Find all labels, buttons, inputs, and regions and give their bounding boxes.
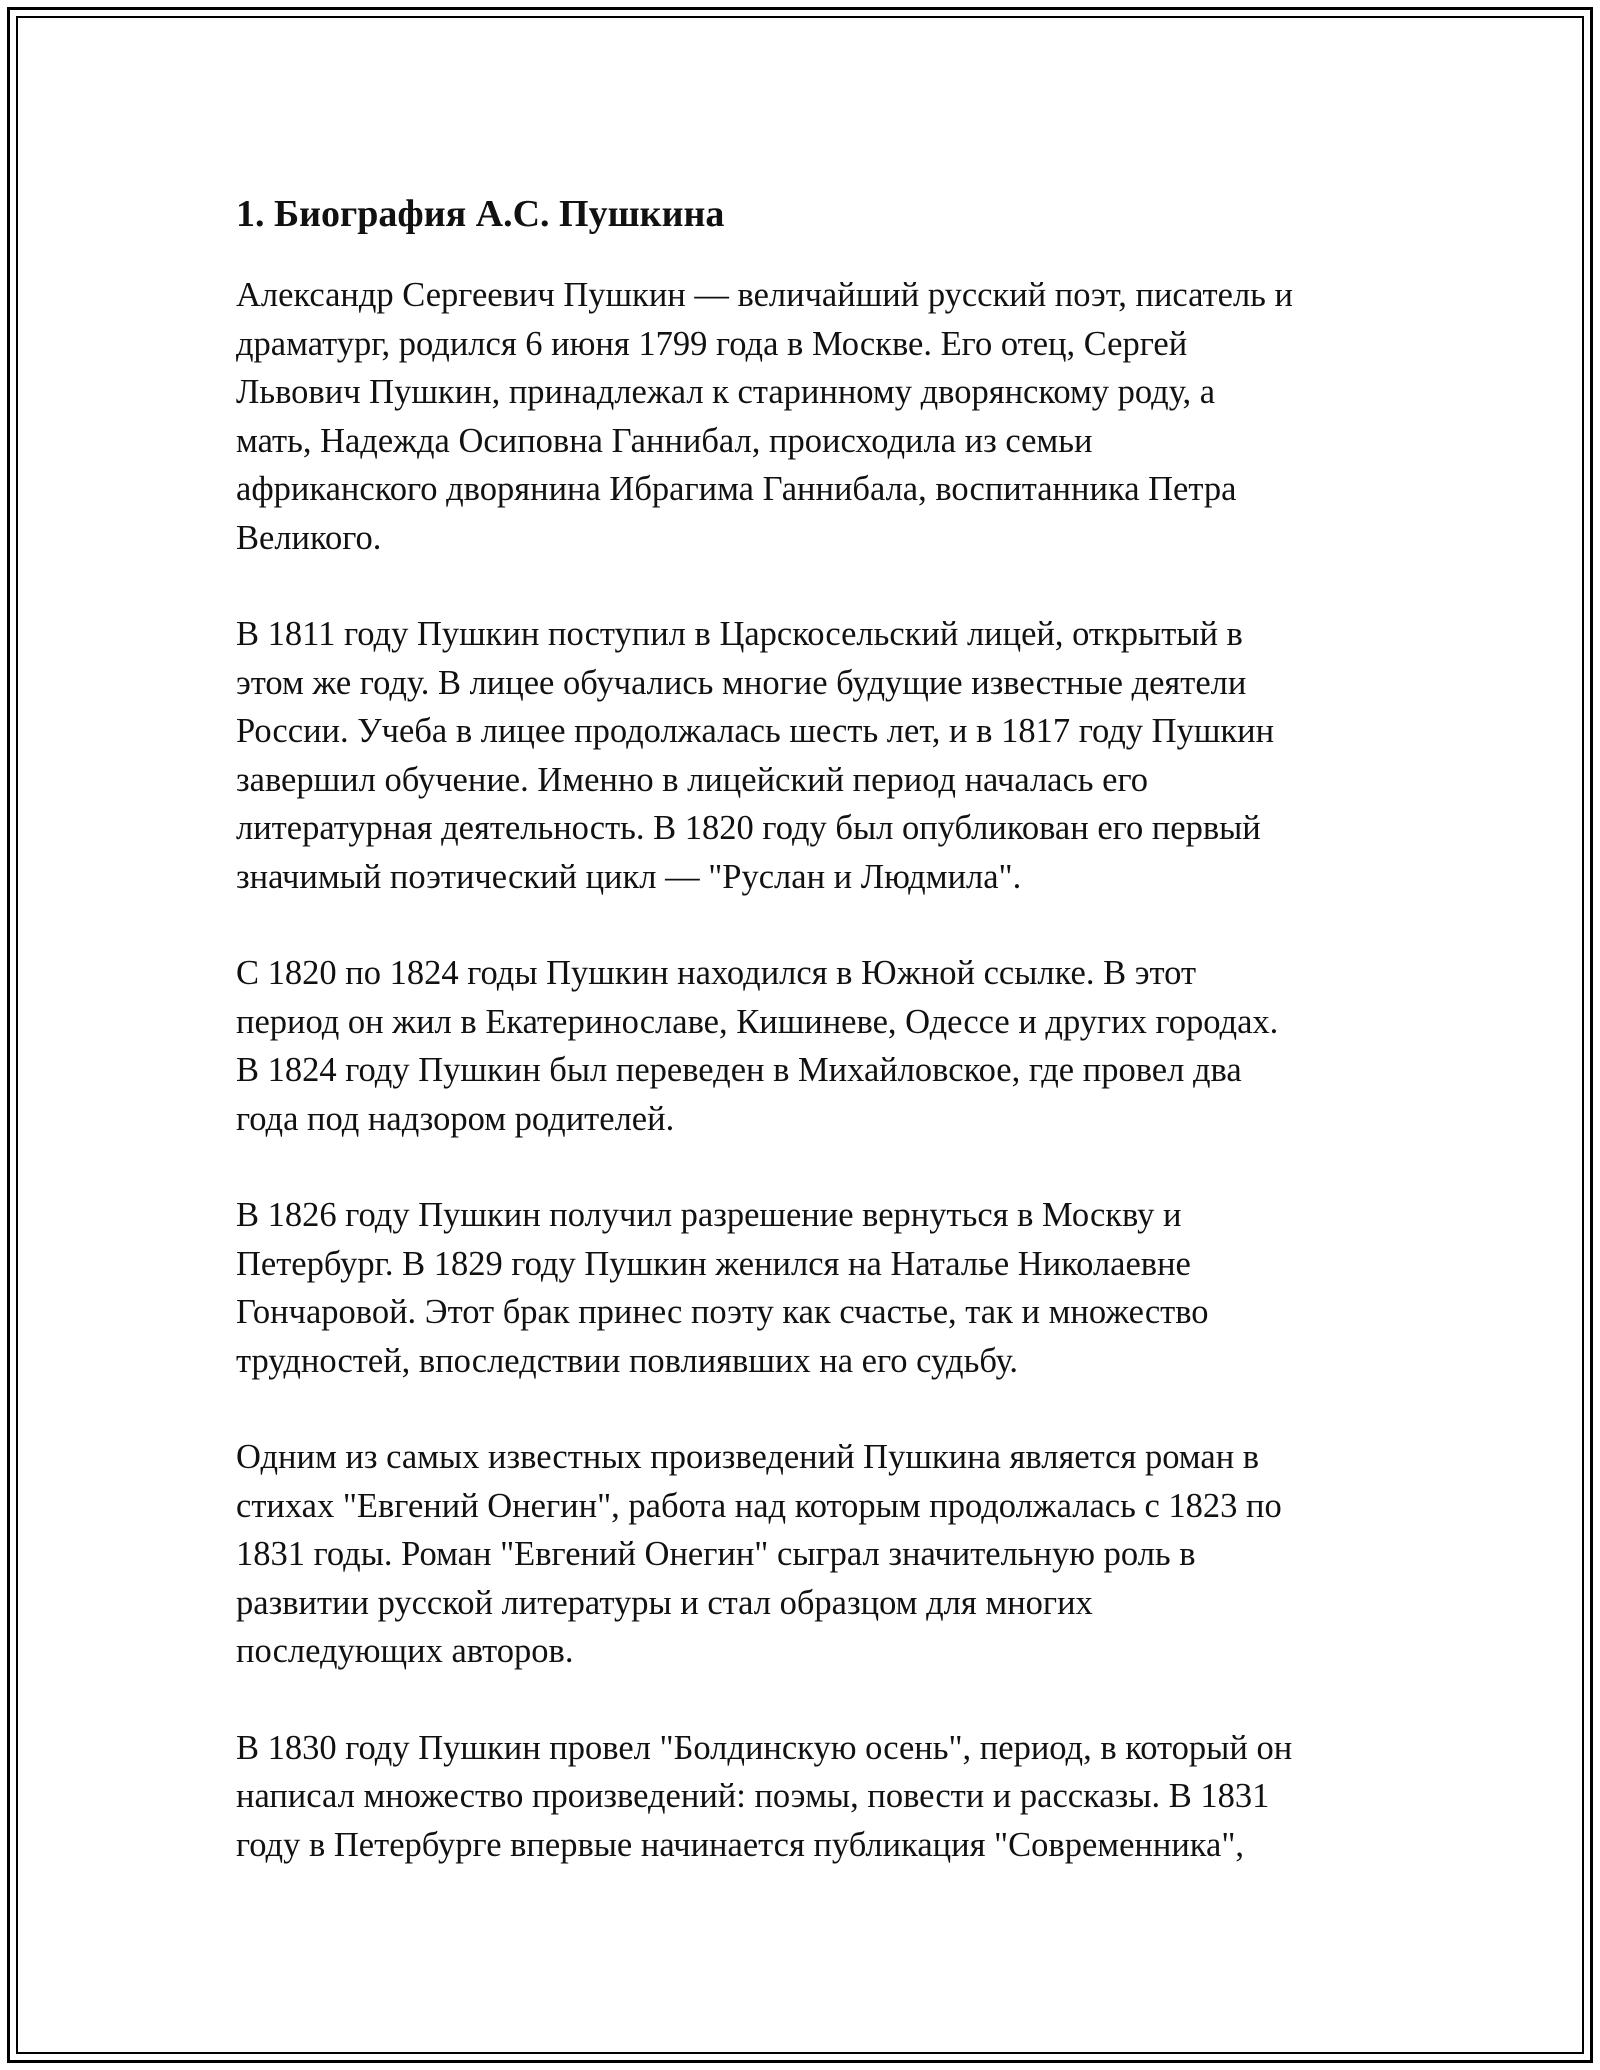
section-heading: 1. Биография А.С. Пушкина <box>236 193 725 235</box>
document-body <box>236 185 1386 1917</box>
paragraph-boldino-autumn: В 1830 году Пушкин провел "Болдинскую осень", период, в который он написал множество произведений: поэмы, повести и рассказы. В 1831 году в Петербурге впервые начинается публикация "Современника", <box>236 1728 1293 1864</box>
paragraph-lyceum: В 1811 году Пушкин поступил в Царскосельский лицей, открытый в этом же году. В лицее обучались многие будущие известные деятели России. Учеба в лицее продолжалась шесть лет, и в 1817 году Пушкин завершил обучение. Именно в лицейский период началась его литературная деятельность. В 1820 году был опубликован его первый значимый поэтический цикл — "Руслан и Людмила". <box>236 615 1275 896</box>
paragraph-southern-exile: С 1820 по 1824 годы Пушкин находился в Южной ссылке. В этот период он жил в Екатеринославе, Кишиневе, Одессе и других городах. В 1824 году Пушкин был переведен в Михайловское, где провел два года под надзором родителей. <box>236 954 1279 1138</box>
paragraph-birth: Александр Сергеевич Пушкин — величайший русский поэт, писатель и драматург, родился 6 июня 1799 года в Москве. Его отец, Сергей Львович Пушкин, принадлежал к старинному дворянскому роду, а мать, Надежда Осиповна Ганнибал, происходила из семьи африканского дворянина Ибрагима Ганнибала, воспитанника Петра Великого. <box>236 276 1293 557</box>
paragraph-eugene-onegin: Одним из самых известных произведений Пушкина является роман в стихах "Евгений Онегин", работа над которым продолжалась с 1823 по 1831 годы. Роман "Евгений Онегин" сыграл значительную роль в развитии русской литературы и стал образцом для многих последующих авторов. <box>236 1438 1282 1670</box>
paragraph-marriage: В 1826 году Пушкин получил разрешение вернуться в Москву и Петербург. В 1829 году Пушкин женился на Наталье Николаевне Гончаровой. Этот брак принес поэту как счастье, так и множество трудностей, впоследствии повлиявших на его судьбу. <box>236 1196 1209 1380</box>
